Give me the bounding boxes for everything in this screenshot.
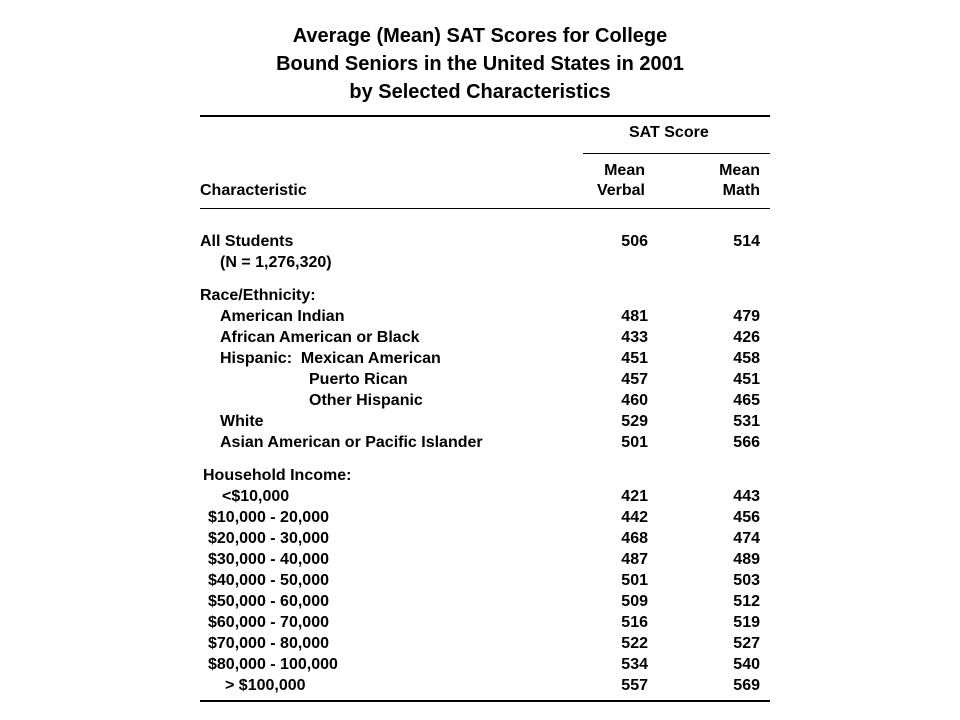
verbal-header-line-1: Mean	[604, 162, 645, 179]
table-row	[0, 528, 960, 549]
title-line-1: Average (Mean) SAT Scores for College	[292, 25, 668, 47]
mean-verbal-value: 522	[621, 635, 648, 652]
row-label: African American or Black	[220, 329, 420, 346]
mean-math-value: 451	[733, 371, 760, 388]
title-line-2: Bound Seniors in the United States in 2001	[276, 53, 684, 75]
mean-math-value: 426	[733, 329, 760, 346]
mean-math-value: 479	[733, 308, 760, 325]
table-row	[0, 369, 960, 390]
group-header-rule	[583, 153, 770, 154]
mean-math-value: 456	[733, 509, 760, 526]
mean-math-value: 540	[733, 656, 760, 673]
table-row	[0, 231, 960, 252]
table-row	[0, 285, 960, 306]
mean-verbal-value: 509	[621, 593, 648, 610]
mean-verbal-value: 529	[621, 413, 648, 430]
table-row	[0, 390, 960, 411]
row-label: American Indian	[220, 308, 345, 325]
mean-math-value: 569	[733, 677, 760, 694]
row-label: $80,000 - 100,000	[208, 656, 338, 673]
mean-verbal-value: 516	[621, 614, 648, 631]
row-label: Other Hispanic	[309, 392, 423, 409]
mean-math-value: 458	[733, 350, 760, 367]
mean-math-value: 474	[733, 530, 760, 547]
table-row	[0, 411, 960, 432]
mean-math-value: 566	[733, 434, 760, 451]
row-label: $40,000 - 50,000	[208, 572, 329, 589]
mean-math-value: 443	[733, 488, 760, 505]
table-row	[0, 612, 960, 633]
row-label: <$10,000	[222, 488, 290, 505]
table-row	[0, 327, 960, 348]
table-row	[0, 252, 960, 273]
mean-math-value: 503	[733, 572, 760, 589]
table-row	[0, 570, 960, 591]
page-title	[200, 22, 760, 106]
table-row	[0, 306, 960, 327]
table-row	[0, 675, 960, 696]
table-row	[0, 507, 960, 528]
mean-verbal-value: 501	[621, 572, 648, 589]
mean-verbal-value: 421	[621, 488, 648, 505]
header-rule	[200, 208, 770, 209]
mean-verbal-value: 506	[621, 233, 648, 250]
mean-verbal-value: 460	[621, 392, 648, 409]
row-label: White	[220, 413, 264, 430]
mean-verbal-value: 501	[621, 434, 648, 451]
row-label: > $100,000	[225, 677, 306, 694]
table-row	[0, 591, 960, 612]
characteristic-header: Characteristic	[200, 182, 307, 199]
top-rule	[200, 115, 770, 117]
row-label: (N = 1,276,320)	[220, 254, 332, 271]
row-label: $30,000 - 40,000	[208, 551, 329, 568]
table-row	[0, 633, 960, 654]
mean-verbal-value: 457	[621, 371, 648, 388]
math-header-line-2: Math	[722, 182, 760, 199]
section-heading: Household Income:	[203, 467, 352, 484]
mean-verbal-value: 433	[621, 329, 648, 346]
table-row	[0, 348, 960, 369]
table-row	[0, 432, 960, 453]
mean-math-value: 512	[733, 593, 760, 610]
row-label: $50,000 - 60,000	[208, 593, 329, 610]
mean-verbal-value: 487	[621, 551, 648, 568]
section-heading: Race/Ethnicity:	[200, 287, 316, 304]
row-label: All Students	[200, 233, 294, 250]
row-label: Puerto Rican	[309, 371, 408, 388]
mean-math-value: 465	[733, 392, 760, 409]
mean-math-value: 527	[733, 635, 760, 652]
bottom-rule	[200, 700, 770, 702]
mean-verbal-value: 442	[621, 509, 648, 526]
math-header-line-1: Mean	[719, 162, 760, 179]
row-label: $10,000 - 20,000	[208, 509, 329, 526]
table-row	[0, 549, 960, 570]
table-row	[0, 465, 960, 486]
row-label: Asian American or Pacific Islander	[220, 434, 483, 451]
mean-verbal-value: 481	[621, 308, 648, 325]
mean-verbal-value: 451	[621, 350, 648, 367]
table-row	[0, 486, 960, 507]
mean-verbal-value: 534	[621, 656, 648, 673]
row-label: Hispanic: Mexican American	[220, 350, 441, 367]
row-label: $70,000 - 80,000	[208, 635, 329, 652]
sat-score-group-header: SAT Score	[629, 124, 709, 141]
mean-math-value: 489	[733, 551, 760, 568]
table-row	[0, 654, 960, 675]
mean-verbal-value: 557	[621, 677, 648, 694]
row-label: $60,000 - 70,000	[208, 614, 329, 631]
mean-verbal-value: 468	[621, 530, 648, 547]
mean-math-value: 531	[733, 413, 760, 430]
mean-math-value: 519	[733, 614, 760, 631]
mean-math-value: 514	[733, 233, 760, 250]
row-label: $20,000 - 30,000	[208, 530, 329, 547]
title-line-3: by Selected Characteristics	[349, 81, 611, 103]
verbal-header-line-2: Verbal	[596, 182, 645, 199]
